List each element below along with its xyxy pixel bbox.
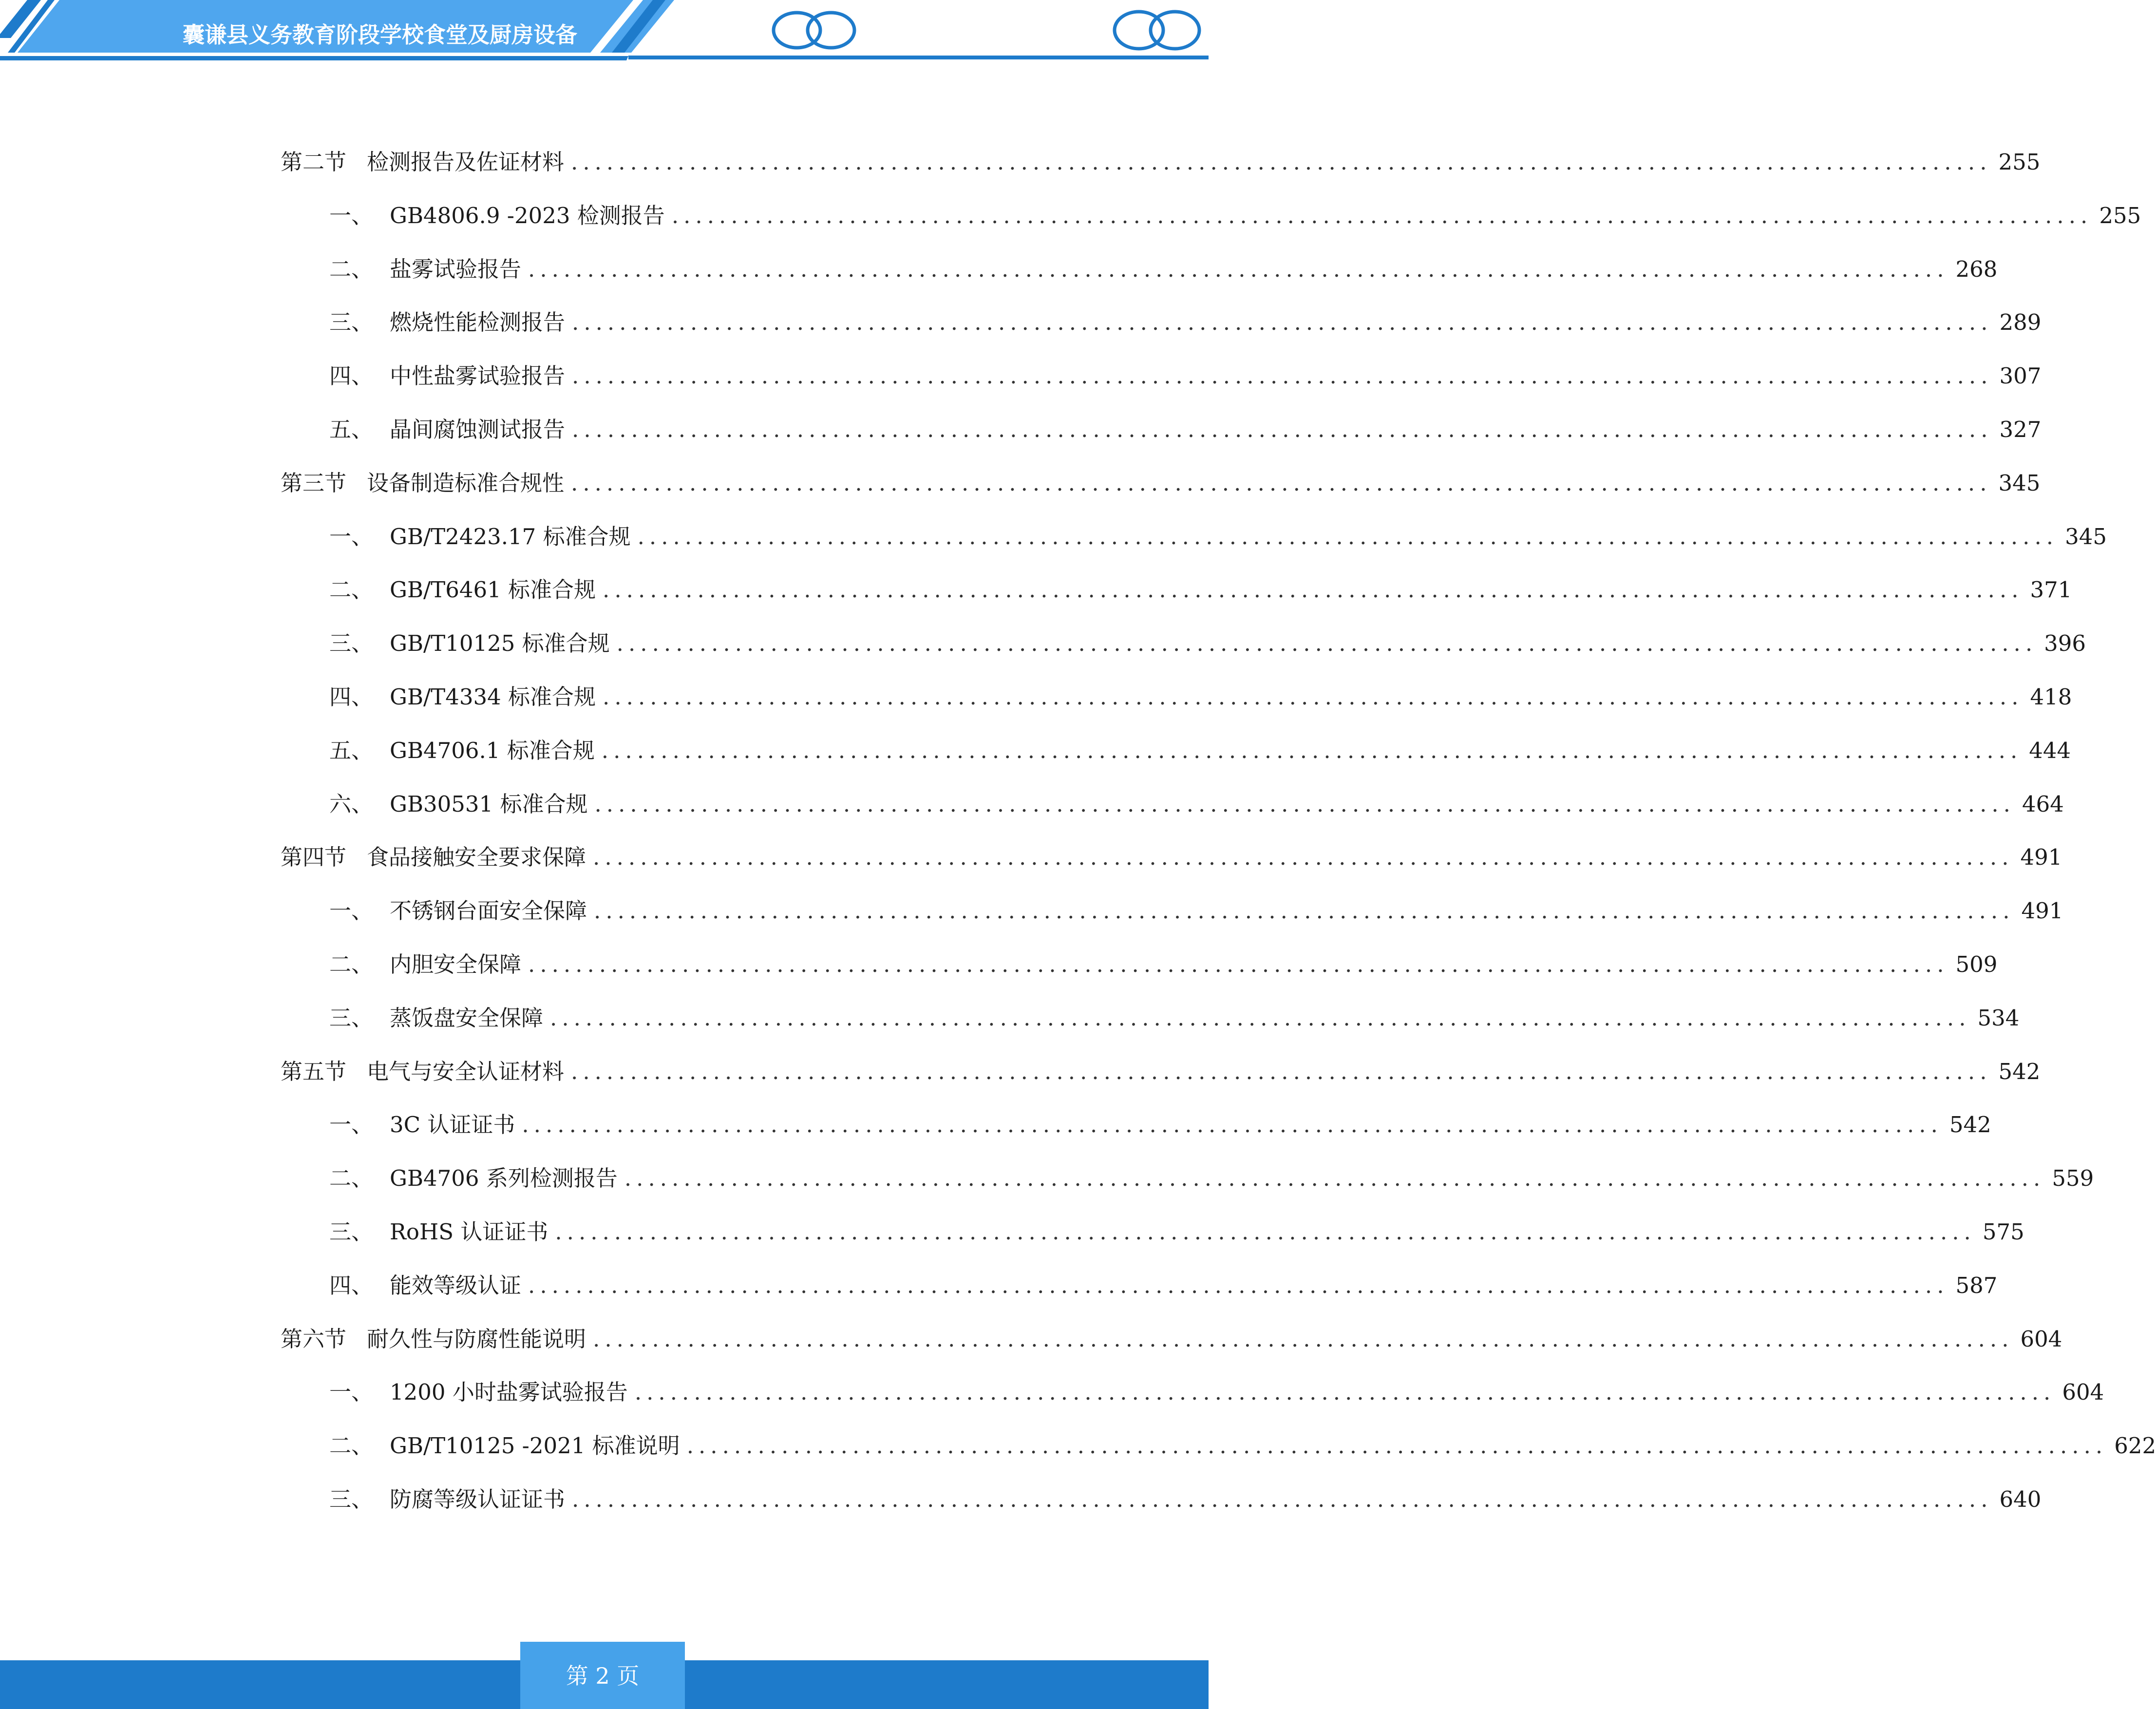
toc-entry-title: 食品接触安全要求保障 — [367, 844, 586, 870]
toc-entry-number: 一、 — [329, 1379, 374, 1405]
toc-entry-title: 1200 小时盐雾试验报告 — [390, 1379, 628, 1405]
toc-entry-number: 三、 — [329, 630, 374, 656]
toc-page-number: 327 — [1999, 417, 2042, 442]
toc-entry-title: GB/T10125 标准合规 — [390, 630, 610, 656]
toc-dot-leader: ........................................................................................................................ — [603, 577, 2024, 603]
toc-section-entry[interactable] — [281, 841, 2062, 873]
toc-entry-title: GB4706 系列检测报告 — [390, 1165, 618, 1191]
toc-entry-title: 防腐等级认证证书 — [390, 1486, 566, 1512]
toc-page-number: 542 — [1998, 1059, 2041, 1084]
toc-entry-title: GB4806.9 -2023 检测报告 — [390, 203, 665, 228]
toc-subsection-entry[interactable] — [329, 735, 2071, 767]
toc-dot-leader: ........................................................................................................................ — [572, 363, 1993, 389]
toc-page-number: 534 — [1977, 1005, 2020, 1031]
toc-entry-number: 五、 — [329, 417, 374, 442]
toc-subsection-entry[interactable] — [329, 627, 2086, 660]
toc-entry-number: 三、 — [329, 1486, 374, 1512]
toc-page-number: 418 — [2030, 684, 2072, 710]
toc-entry-title: 中性盐雾试验报告 — [390, 363, 566, 389]
toc-dot-leader: ........................................................................................................................ — [572, 309, 1993, 335]
toc-page-number: 509 — [1955, 951, 1998, 977]
toc-dot-leader: ........................................................................................................................ — [522, 1112, 1943, 1138]
toc-subsection-entry[interactable] — [329, 253, 1998, 285]
toc-dot-leader: ........................................................................................................................ — [637, 524, 2059, 550]
toc-entry-number: 二、 — [329, 1433, 374, 1459]
toc-entry-number: 三、 — [329, 309, 374, 335]
toc-section-entry[interactable] — [281, 1323, 2062, 1355]
toc-page-number: 604 — [2062, 1379, 2104, 1405]
toc-dot-leader: ........................................................................................................................ — [528, 1272, 1949, 1298]
toc-page-number: 559 — [2052, 1165, 2094, 1191]
toc-entry-number: 四、 — [329, 363, 374, 389]
toc-entry-title: 能效等级认证 — [390, 1272, 522, 1298]
toc-page-number: 640 — [1999, 1486, 2042, 1512]
toc-entry-number: 一、 — [329, 1112, 374, 1138]
toc-dot-leader: ........................................................................................................................ — [528, 256, 1949, 282]
toc-page-number: 268 — [1955, 256, 1998, 282]
toc-page-number: 491 — [2021, 898, 2063, 924]
toc-subsection-entry[interactable] — [329, 681, 2072, 713]
toc-subsection-entry[interactable] — [329, 1430, 2156, 1462]
toc-entry-title: 晶间腐蚀测试报告 — [390, 417, 566, 442]
toc-subsection-entry[interactable] — [329, 414, 2042, 446]
header-title: 囊谦县义务教育阶段学校食堂及厨房设备 — [183, 22, 578, 48]
toc-dot-leader: ........................................................................................................................ — [603, 684, 2024, 710]
toc-entry-title: GB/T10125 -2021 标准说明 — [390, 1433, 680, 1459]
toc-entry-number: 六、 — [329, 791, 374, 817]
toc-entry-number: 二、 — [329, 256, 374, 282]
toc-entry-title: 3C 认证证书 — [390, 1112, 515, 1138]
toc-subsection-entry[interactable] — [329, 1270, 1998, 1302]
toc-page-number: 307 — [1999, 363, 2042, 389]
toc-page-number: 289 — [1999, 309, 2042, 335]
toc-subsection-entry[interactable] — [329, 1002, 2020, 1034]
toc-entry-number: 二、 — [329, 577, 374, 603]
toc-entry-number: 二、 — [329, 1165, 374, 1191]
toc-entry-number: 三、 — [329, 1219, 374, 1245]
toc-dot-leader: ........................................................................................................................ — [555, 1219, 1976, 1245]
toc-page-number: 622 — [2114, 1433, 2156, 1459]
toc-subsection-entry[interactable] — [329, 1162, 2094, 1195]
toc-dot-leader: ........................................................................................................................ — [616, 630, 2038, 656]
toc-dot-leader: ........................................................................................................................ — [571, 1059, 1992, 1084]
toc-entry-title: GB/T2423.17 标准合规 — [390, 524, 631, 550]
toc-dot-leader: ........................................................................................................................ — [594, 791, 2015, 817]
toc-entry-title: 燃烧性能检测报告 — [390, 309, 566, 335]
toc-page-number: 444 — [2029, 738, 2071, 763]
toc-entry-number: 二、 — [329, 951, 374, 977]
toc-entry-title: 耐久性与防腐性能说明 — [367, 1326, 586, 1352]
toc-page-number: 491 — [2020, 844, 2062, 870]
toc-page-number: 345 — [1998, 470, 2041, 496]
toc-entry-title: 电气与安全认证材料 — [367, 1059, 565, 1084]
toc-entry-number: 四、 — [329, 684, 374, 710]
toc-subsection-entry[interactable] — [329, 360, 2042, 392]
toc-dot-leader: ........................................................................................................................ — [593, 1326, 2014, 1352]
toc-entry-title: 设备制造标准合规性 — [367, 470, 565, 496]
toc-entry-title: GB30531 标准合规 — [390, 791, 588, 817]
toc-dot-leader: ........................................................................................................................ — [634, 1379, 2056, 1405]
toc-entry-number: 第六节 — [281, 1326, 347, 1352]
toc-dot-leader: ........................................................................................................................ — [550, 1005, 1971, 1031]
toc-dot-leader: ........................................................................................................................ — [572, 417, 1993, 442]
toc-page-number: 255 — [1998, 149, 2041, 175]
toc-dot-leader: ........................................................................................................................ — [594, 898, 2015, 924]
toc-dot-leader: ........................................................................................................................ — [671, 203, 2093, 228]
toc-page-number: 604 — [2020, 1326, 2062, 1352]
page-number: 第 2 页 — [566, 1663, 640, 1689]
toc-dot-leader: ........................................................................................................................ — [572, 1486, 1993, 1512]
toc-dot-leader: ........................................................................................................................ — [571, 470, 1992, 496]
toc-page-number: 575 — [1982, 1219, 2024, 1245]
toc-entry-number: 一、 — [329, 203, 374, 228]
toc-subsection-entry[interactable] — [329, 521, 2107, 553]
toc-subsection-entry[interactable] — [329, 1483, 2042, 1516]
toc-page-number: 255 — [2099, 203, 2141, 228]
toc-subsection-entry[interactable] — [329, 788, 2064, 820]
toc-page-number: 396 — [2044, 630, 2086, 656]
toc-subsection-entry[interactable] — [329, 1216, 2024, 1248]
toc-dot-leader: ........................................................................................................................ — [593, 844, 2014, 870]
toc-entry-title: GB/T4334 标准合规 — [390, 684, 596, 710]
toc-entry-title: GB/T6461 标准合规 — [390, 577, 596, 603]
toc-page-number: 542 — [1949, 1112, 1991, 1138]
toc-subsection-entry[interactable] — [329, 895, 2063, 927]
toc-section-entry[interactable] — [281, 146, 2041, 178]
toc-entry-number: 第三节 — [281, 470, 347, 496]
toc-page-number: 371 — [2030, 577, 2072, 603]
toc-entry-title: RoHS 认证证书 — [390, 1219, 548, 1245]
toc-entry-number: 五、 — [329, 738, 374, 763]
toc-entry-number: 三、 — [329, 1005, 374, 1031]
toc-entry-number: 第四节 — [281, 844, 347, 870]
toc-entry-title: 内胆安全保障 — [390, 951, 522, 977]
toc-dot-leader: ........................................................................................................................ — [528, 951, 1949, 977]
toc-entry-number: 第二节 — [281, 149, 347, 175]
toc-dot-leader: ........................................................................................................................ — [571, 149, 1992, 175]
toc-dot-leader: ........................................................................................................................ — [601, 738, 2023, 763]
toc-entry-number: 一、 — [329, 898, 374, 924]
toc-subsection-entry[interactable] — [329, 949, 1998, 981]
toc-entry-title: 蒸饭盘安全保障 — [390, 1005, 544, 1031]
toc-subsection-entry[interactable] — [329, 306, 2042, 339]
toc-entry-number: 第五节 — [281, 1059, 347, 1084]
toc-subsection-entry[interactable] — [329, 1109, 1991, 1141]
toc-subsection-entry[interactable] — [329, 1376, 2104, 1408]
toc-page-number: 464 — [2022, 791, 2064, 817]
toc-section-entry[interactable] — [281, 1056, 2041, 1088]
toc-section-entry[interactable] — [281, 467, 2041, 499]
toc-entry-title: 不锈钢台面安全保障 — [390, 898, 587, 924]
toc-entry-number: 四、 — [329, 1272, 374, 1298]
toc-entry-title: 盐雾试验报告 — [390, 256, 522, 282]
toc-entry-number: 一、 — [329, 524, 374, 550]
toc-dot-leader: ........................................................................................................................ — [686, 1433, 2108, 1459]
toc-subsection-entry[interactable] — [329, 574, 2072, 606]
toc-dot-leader: ........................................................................................................................ — [624, 1165, 2045, 1191]
toc-entry-title: 检测报告及佐证材料 — [367, 149, 565, 175]
toc-subsection-entry[interactable] — [329, 200, 2141, 232]
toc-page-number: 345 — [2065, 524, 2107, 550]
toc-page-number: 587 — [1955, 1272, 1998, 1298]
toc-entry-title: GB4706.1 标准合规 — [390, 738, 595, 763]
